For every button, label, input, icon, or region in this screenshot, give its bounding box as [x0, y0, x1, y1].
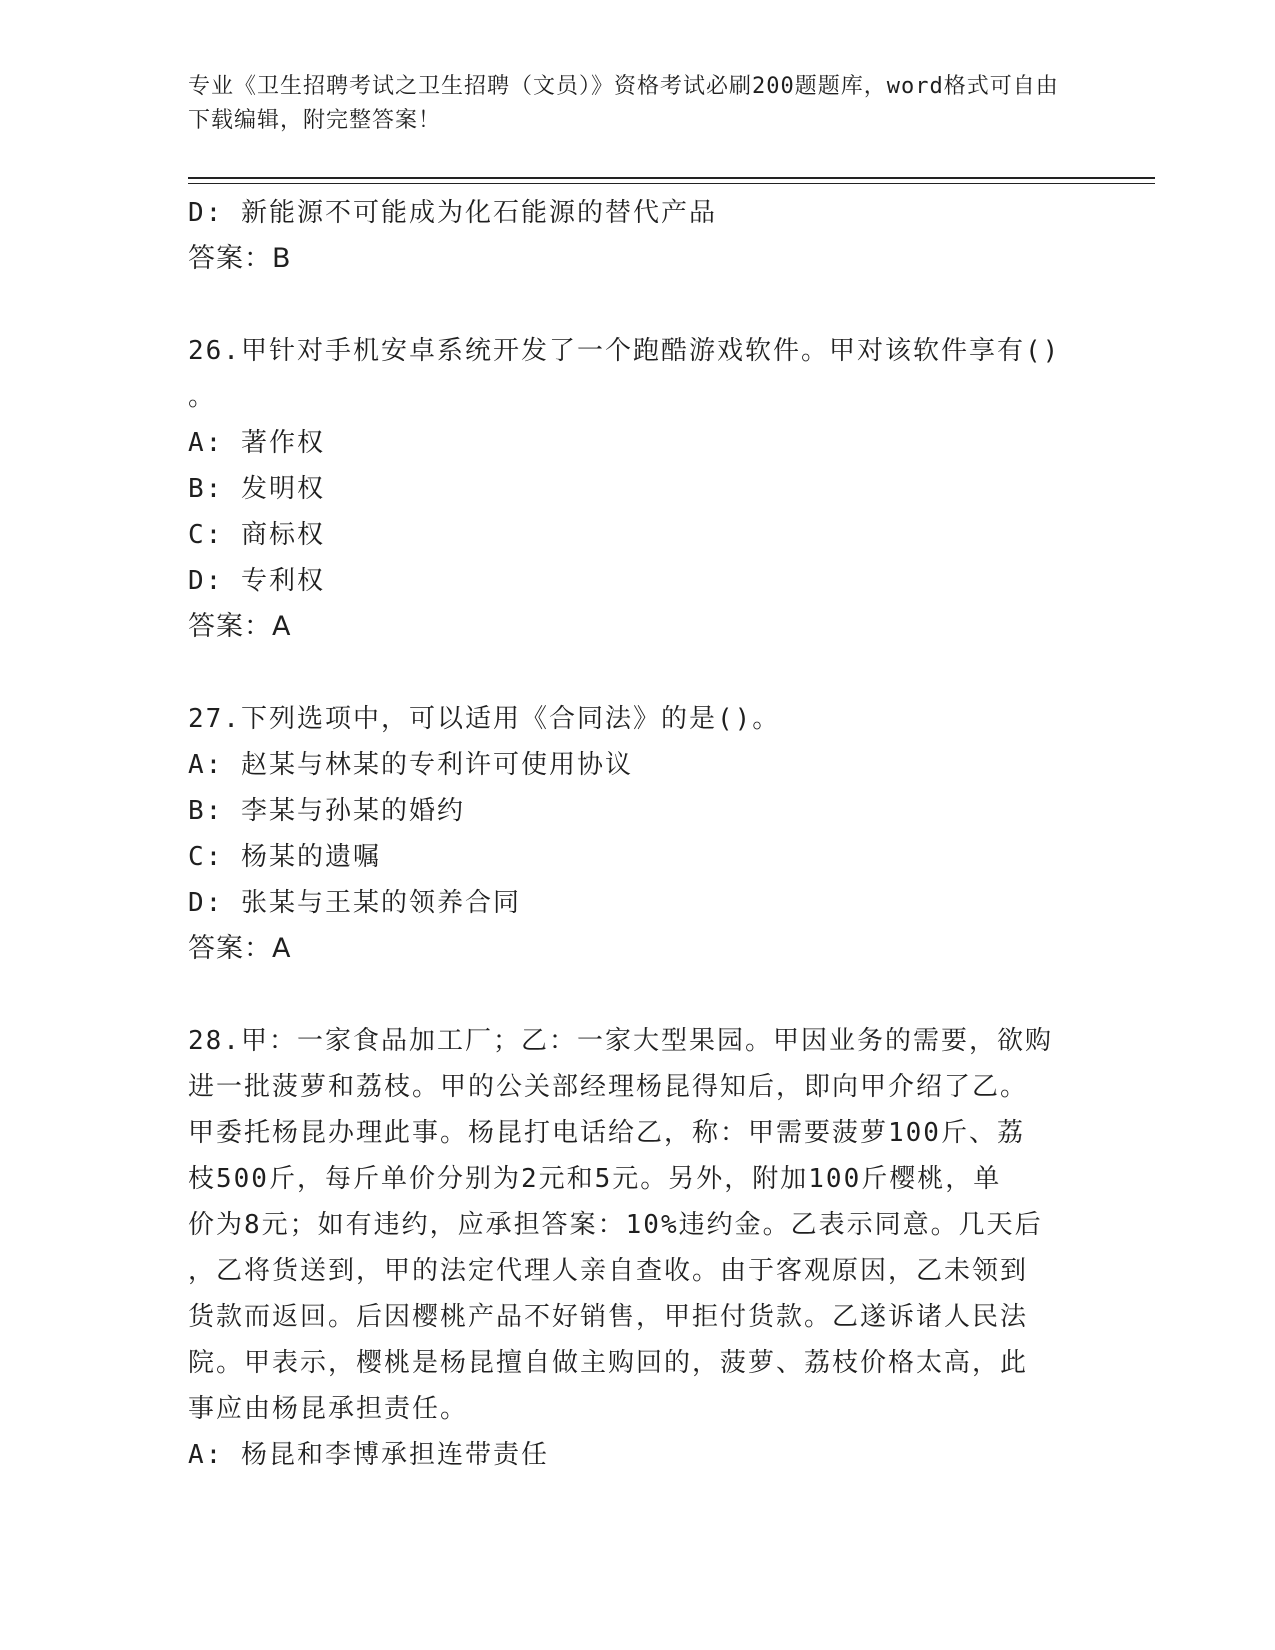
q26-stem-line1: 26.甲针对手机安卓系统开发了一个跑酷游戏软件。甲对该软件享有() [188, 336, 1061, 366]
q26-option-a: A: 著作权 [188, 428, 325, 458]
q28-stem-line: 甲委托杨昆办理此事。杨昆打电话给乙，称：甲需要菠萝100斤、荔 [188, 1118, 1025, 1148]
q27-stem: 27.下列选项中，可以适用《合同法》的是()。 [188, 704, 781, 734]
q27-option-b: B: 李某与孙某的婚约 [188, 796, 465, 826]
header-rule-thin [188, 183, 1155, 184]
header-rule-thick [188, 177, 1155, 179]
q25-answer: 答案：B [188, 243, 292, 274]
q28-stem-line: 事应由杨昆承担责任。 [188, 1394, 469, 1424]
q26-answer: 答案：A [188, 611, 292, 642]
q27-option-d: D: 张某与王某的领养合同 [188, 888, 521, 918]
q27-option-c: C: 杨某的遗嘱 [188, 842, 381, 872]
q26-option-b: B: 发明权 [188, 474, 325, 504]
spacer [188, 650, 1068, 696]
spacer [188, 972, 1068, 1018]
q26-option-d: D: 专利权 [188, 566, 325, 596]
question-content [188, 190, 1068, 1478]
q28-stem-line: 28.甲：一家食品加工厂；乙：一家大型果园。甲因业务的需要，欲购 [188, 1026, 1053, 1056]
q26-option-c: C: 商标权 [188, 520, 325, 550]
q28-stem-line: 进一批菠萝和荔枝。甲的公关部经理杨昆得知后，即向甲介绍了乙。 [188, 1072, 1029, 1102]
q25-option-d: D: 新能源不可能成为化石能源的替代产品 [188, 198, 717, 228]
q28-stem-line: ，乙将货送到，甲的法定代理人亲自查收。由于客观原因，乙未领到 [188, 1256, 1029, 1286]
q28-stem-line: 价为8元；如有违约，应承担答案：10%违约金。乙表示同意。几天后 [188, 1210, 1043, 1240]
document-header: 专业《卫生招聘考试之卫生招聘（文员）》资格考试必刷200题题库，word格式可自由下载编辑，附完整答案！ [188, 74, 1059, 133]
q27-answer: 答案：A [188, 933, 292, 964]
q28-stem-line: 枝500斤，每斤单价分别为2元和5元。另外，附加100斤樱桃，单 [188, 1164, 1002, 1194]
q28-stem-line: 货款而返回。后因樱桃产品不好销售，甲拒付货款。乙遂诉诸人民法 [188, 1302, 1029, 1332]
q26-stem-line2: 。 [188, 382, 217, 412]
q28-stem-line: 院。甲表示，樱桃是杨昆擅自做主购回的，菠萝、荔枝价格太高，此 [188, 1348, 1029, 1378]
spacer [188, 282, 1068, 328]
q28-option-a: A: 杨昆和李博承担连带责任 [188, 1440, 549, 1470]
q27-option-a: A: 赵某与林某的专利许可使用协议 [188, 750, 633, 780]
